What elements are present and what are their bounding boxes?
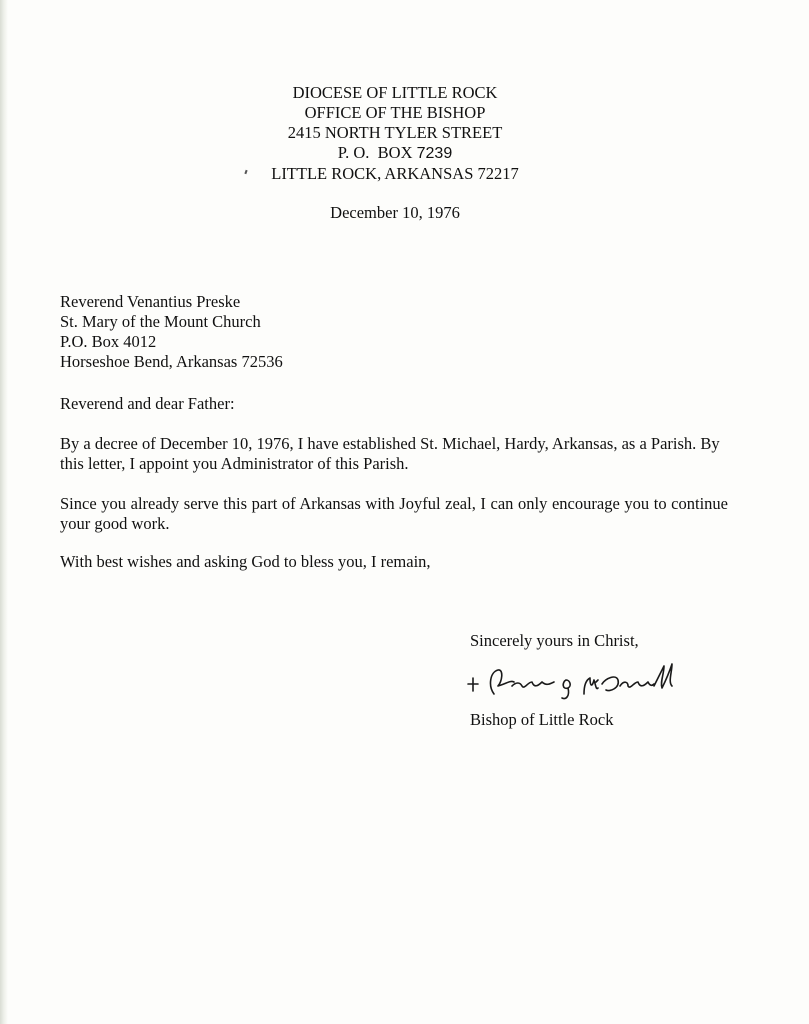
letterhead-pobox-number: 7239 (416, 145, 453, 162)
letterhead-pobox-label: P. O. BOX (337, 143, 413, 162)
recipient-name: Reverend Venantius Preske (60, 292, 241, 311)
letterhead-street: 2415 NORTH TYLER STREET (287, 123, 503, 142)
handwritten-signature (462, 660, 682, 702)
salutation: Reverend and dear Father: (60, 394, 235, 413)
letterhead-office: OFFICE OF THE BISHOP (304, 103, 486, 122)
letterhead-city: LITTLE ROCK, ARKANSAS 72217 (271, 164, 519, 183)
letterhead (0, 83, 790, 184)
body-paragraph-1: By a decree of December 10, 1976, I have established St. Michael, Hardy, Arkansas, as a Parish. By this letter, I appoint you Administrator of this Parish. (60, 434, 720, 473)
letter-date: December 10, 1976 (330, 203, 460, 222)
letterhead-pobox (0, 143, 790, 164)
recipient-address (60, 292, 283, 372)
closing: Sincerely yours in Christ, (470, 631, 639, 650)
signer-title: Bishop of Little Rock (470, 710, 614, 729)
recipient-pobox: P.O. Box 4012 (60, 332, 157, 351)
body-paragraph-2: Since you already serve this part of Arkansas with Joyful zeal, I can only encourage you to continue your good work. (60, 494, 728, 533)
body-paragraph-3: With best wishes and asking God to bless you, I remain, (60, 552, 431, 571)
letterhead-diocese: DIOCESE OF LITTLE ROCK (292, 83, 498, 102)
recipient-city: Horseshoe Bend, Arkansas 72536 (60, 352, 283, 371)
recipient-church: St. Mary of the Mount Church (60, 312, 261, 331)
